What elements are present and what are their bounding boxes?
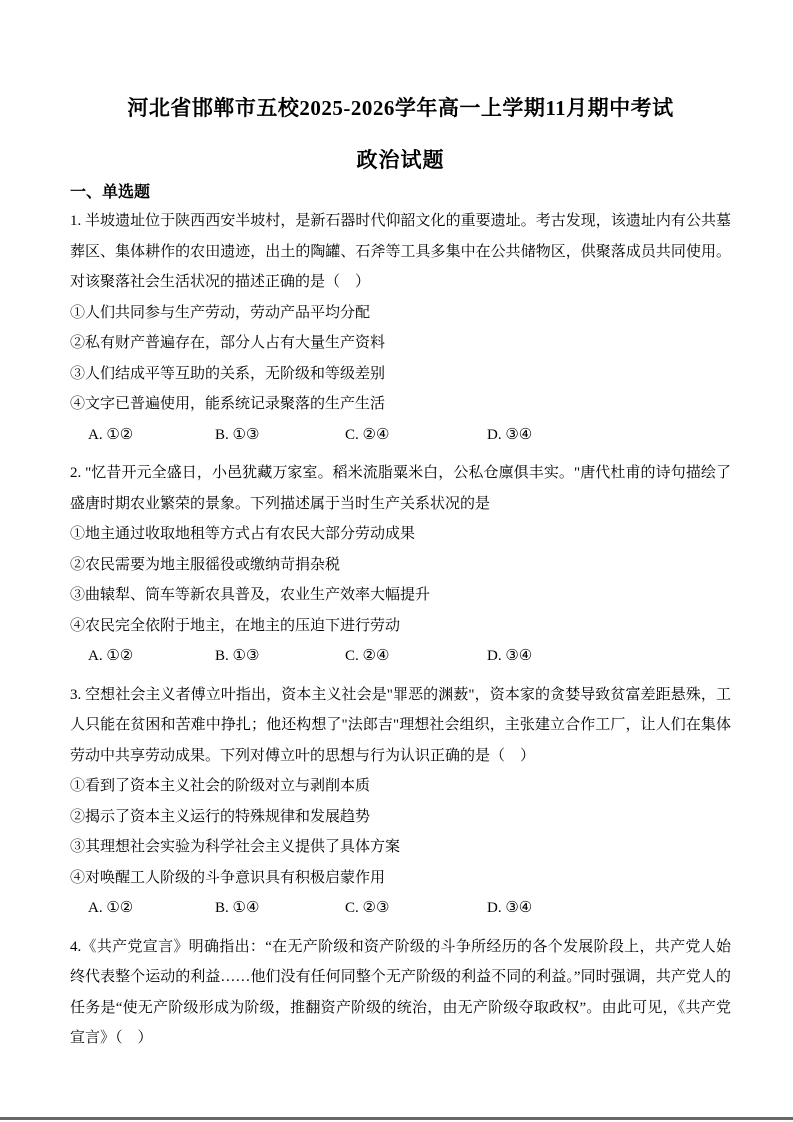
question-options-row	[70, 420, 731, 451]
question-block	[70, 932, 731, 1054]
option-a: A. ①②	[88, 648, 134, 664]
window-bottom-edge	[0, 1117, 793, 1120]
section-heading: 一、单选题	[70, 184, 151, 201]
statement-line: ①地主通过收取地租等方式占有农民大部分劳动成果	[70, 526, 416, 542]
statement-line: ③曲辕犁、筒车等新农具普及，农业生产效率大幅提升	[70, 587, 431, 603]
question-statements	[70, 771, 731, 893]
question-block	[70, 680, 731, 924]
option-b: B. ①③	[215, 426, 260, 443]
question-statements	[70, 298, 731, 420]
statement-line: ②农民需要为地主服徭役或缴纳苛捐杂税	[70, 556, 341, 573]
question-stem: 2. "忆昔开元全盛日，小邑犹藏万家室。稻米流脂粟米白，公私仓廪俱丰实。"唐代杜甫的诗句描绘了盛唐时期农业繁荣的景象。下列描述属于当时生产关系状况的是	[70, 465, 731, 512]
question-stem: 3. 空想社会主义者傅立叶指出，资本主义社会是"罪恶的渊薮"，资本家的贪婪导致贫富差距悬殊，工人只能在贫困和苦难中挣扎；他还构想了"法郎吉"理想社会组织，主张建立合作工厂，让人们在集体劳动中共享劳动成果。下列对傅立叶的思想与行为认识正确的是（ ）	[70, 686, 731, 764]
statement-line: ①人们共同参与生产劳动，劳动产品平均分配	[70, 304, 371, 321]
question-stem: 4.《共产党宣言》明确指出：“在无产阶级和资产阶级的斗争所经历的各个发展阶段上，共产党人始终代表整个运动的利益……他们没有任何同整个无产阶级的利益不同的利益。”同时强调，共产党人的任务是“使无产阶级形成为阶级，推翻资产阶级的统治，由无产阶级夺取政权”。由此可见，《共产党宣言》（ ）	[70, 938, 731, 1046]
statement-line: ②揭示了资本主义运行的特殊规律和发展趋势	[70, 808, 371, 825]
question-options-row	[70, 893, 731, 924]
question-stem: 1. 半坡遗址位于陕西西安半坡村，是新石器时代仰韶文化的重要遗址。考古发现，该遗址内有公共墓葬区、集体耕作的农田遗迹，出土的陶罐、石斧等工具多集中在公共储物区，供聚落成员共同使用。对该聚落社会生活状况的描述正确的是（ ）	[70, 213, 731, 290]
document-title: 河北省邯郸市五校2025-2026学年高一上学期11月期中考试	[127, 96, 674, 120]
statement-line: ①看到了资本主义社会的阶级对立与剥削本质	[70, 778, 371, 794]
statement-line: ④文字已普遍使用，能系统记录聚落的生产生活	[70, 396, 386, 412]
question-options-row	[70, 641, 731, 672]
statement-line: ④对唤醒工人阶级的斗争意识具有积极启蒙作用	[70, 869, 386, 886]
question-block	[70, 206, 731, 450]
option-c: C. ②④	[345, 648, 390, 664]
option-a: A. ①②	[88, 426, 134, 443]
questions	[70, 206, 731, 1054]
option-d: D. ③④	[487, 900, 533, 916]
statement-line: ③人们结成平等互助的关系，无阶级和等级差别	[70, 365, 386, 382]
option-c: C. ②④	[345, 426, 390, 443]
statement-line: ③其理想社会实验为科学社会主义提供了具体方案	[70, 839, 401, 855]
question-statements	[70, 519, 731, 641]
statement-line: ②私有财产普遍存在，部分人占有大量生产资料	[70, 335, 386, 351]
option-c: C. ②③	[345, 900, 390, 916]
option-d: D. ③④	[487, 426, 533, 443]
document-subtitle: 政治试题	[356, 148, 445, 172]
option-a: A. ①②	[88, 900, 134, 916]
statement-line: ④农民完全依附于地主，在地主的压迫下进行劳动	[70, 617, 401, 634]
question-block	[70, 458, 731, 672]
option-b: B. ①③	[215, 648, 260, 664]
option-b: B. ①④	[215, 900, 260, 916]
option-d: D. ③④	[487, 648, 533, 664]
